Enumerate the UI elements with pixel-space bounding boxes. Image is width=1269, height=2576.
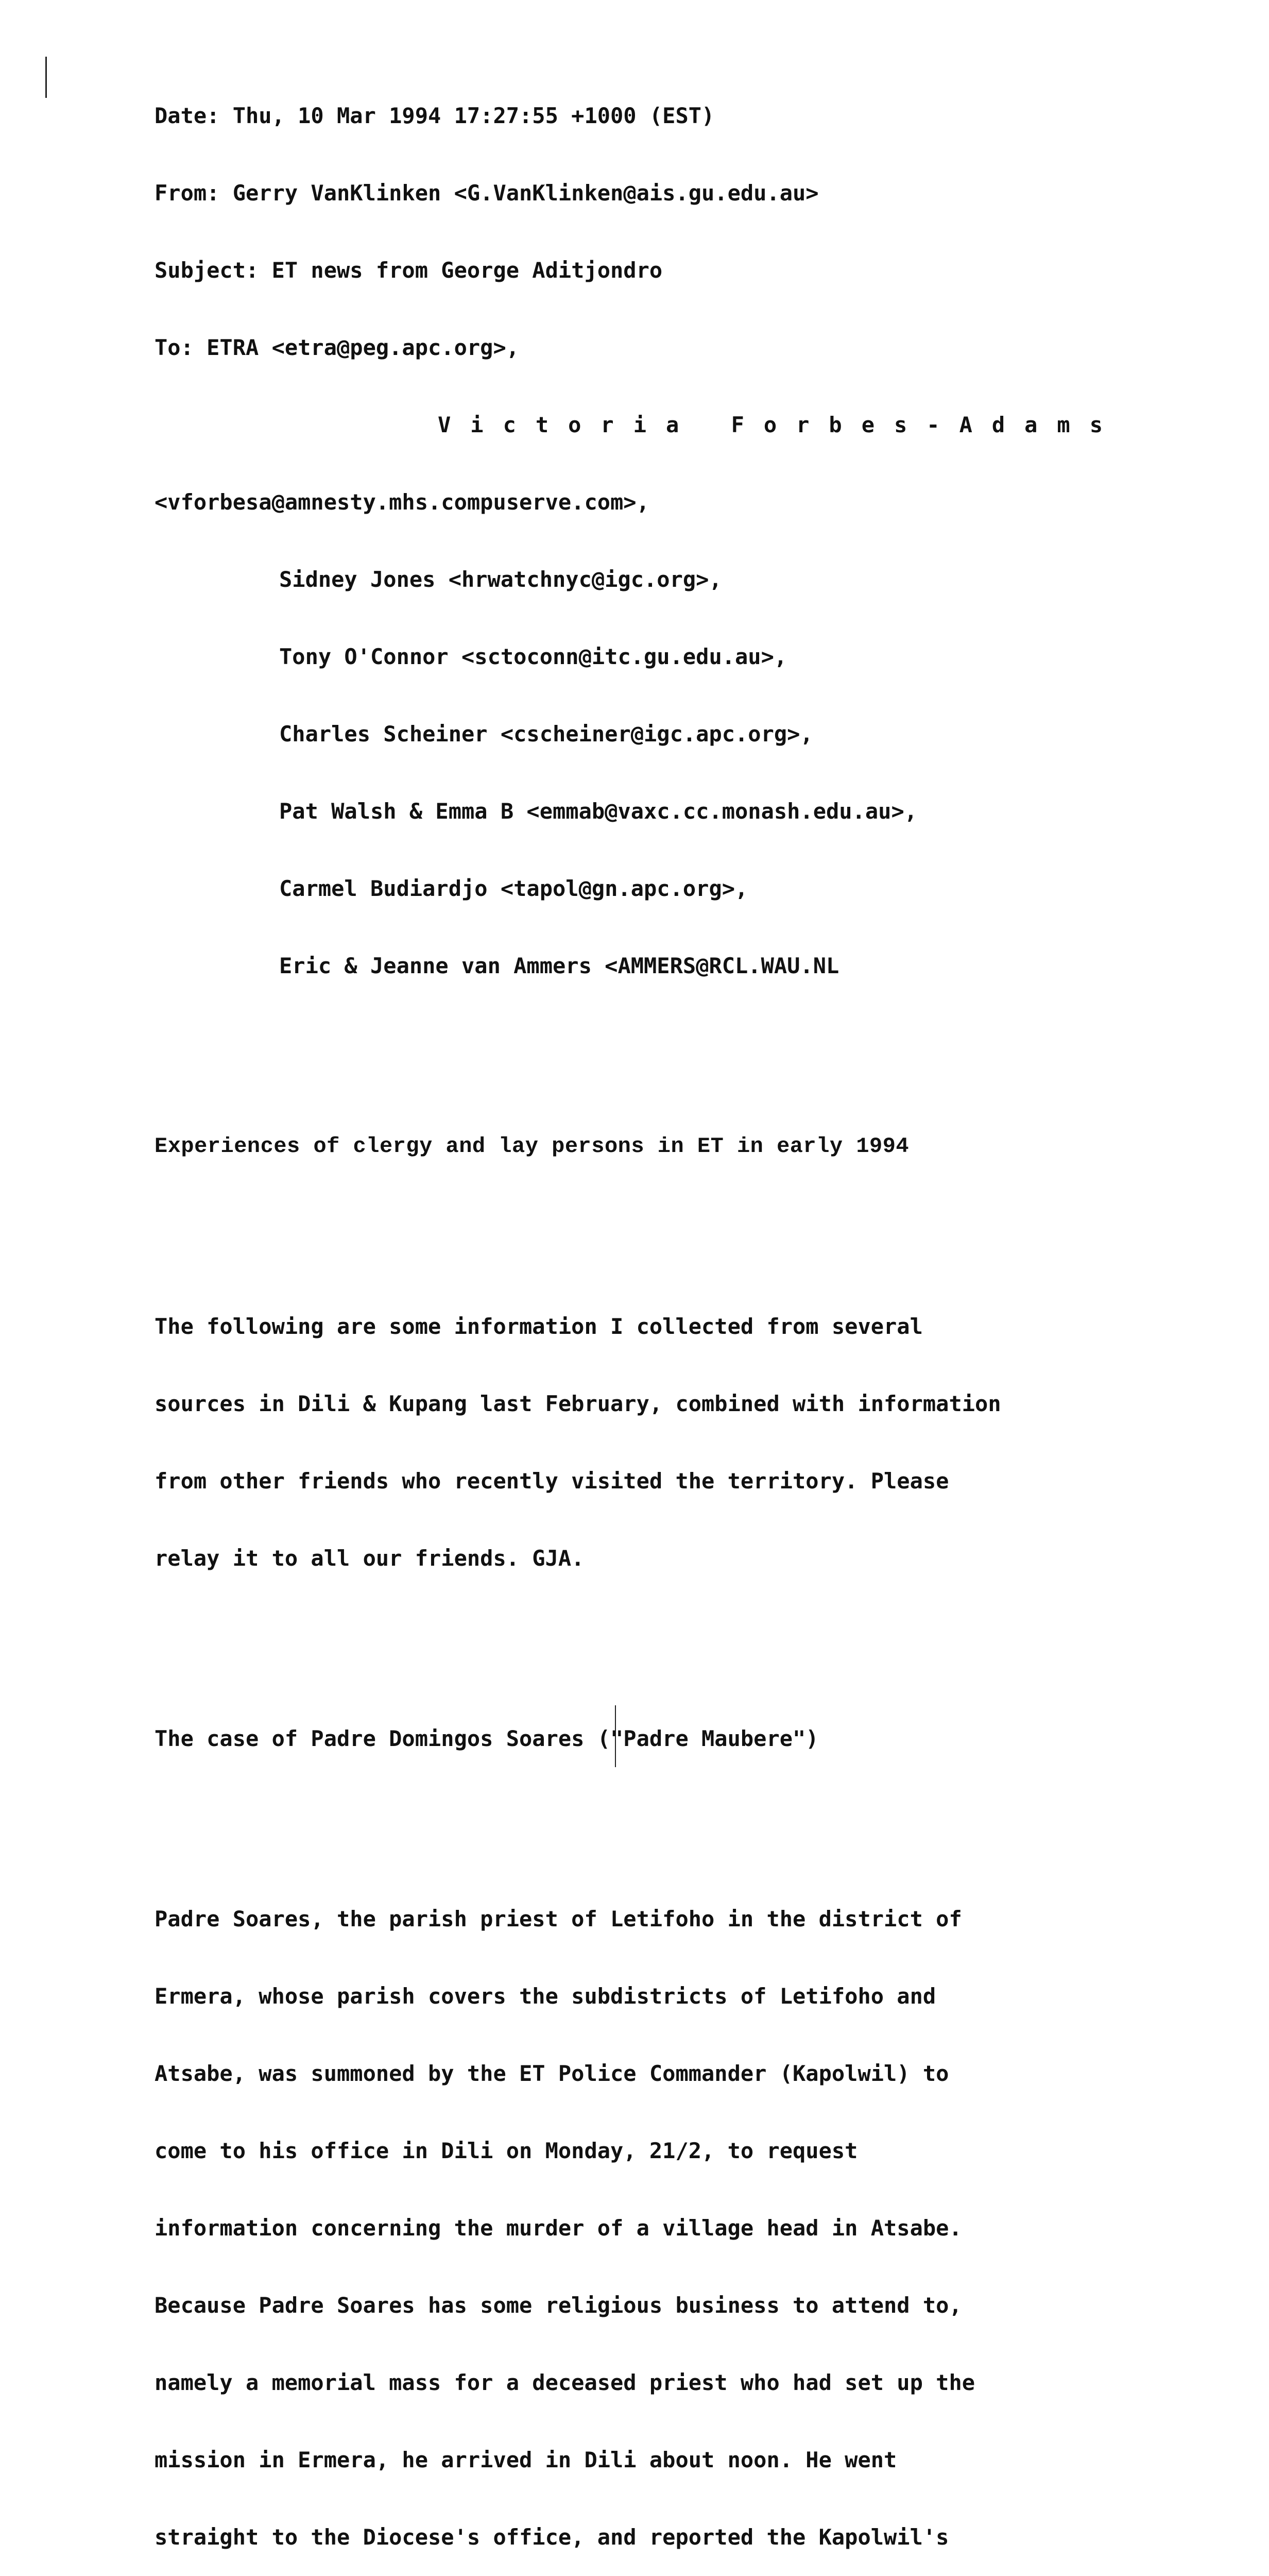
recipient-line: Eric & Jeanne van Ammers <AMMERS@RCL.WAU.NL bbox=[279, 953, 839, 978]
recipient-name-spaced: Victoria Forbes-Adams bbox=[438, 412, 1123, 437]
header-subject: Subject: ET news from George Aditjondro bbox=[155, 258, 663, 283]
email-document bbox=[155, 52, 1185, 2576]
intro-line: The following are some information I collected from several bbox=[155, 1314, 923, 1339]
body-line: come to his office in Dili on Monday, 21/2, to request bbox=[155, 2138, 858, 2163]
body-line: Padre Soares, the parish priest of Letifoho in the district of bbox=[155, 1906, 962, 1931]
spacer bbox=[155, 1211, 1185, 1236]
intro-line: sources in Dili & Kupang last February, combined with information bbox=[155, 1391, 1001, 1416]
recipient-line: Carmel Budiardjo <tapol@gn.apc.org>, bbox=[279, 876, 748, 901]
recipient-line: Pat Walsh & Emma B <emmab@vaxc.cc.monash.edu.au>, bbox=[279, 799, 918, 824]
body-line: straight to the Diocese's office, and reported the Kapolwil's bbox=[155, 2524, 949, 2550]
recipient-email: <vforbesa@amnesty.mhs.compuserve.com>, bbox=[155, 489, 649, 515]
header-to: To: ETRA <etra@peg.apc.org>, bbox=[155, 335, 520, 360]
spacer bbox=[155, 1803, 1185, 1829]
body-line: information concerning the murder of a village head in Atsabe. bbox=[155, 2215, 962, 2241]
spacer bbox=[155, 1056, 1185, 1082]
spacer bbox=[155, 1649, 1185, 1674]
body-line: namely a memorial mass for a deceased priest who had set up the bbox=[155, 2370, 975, 2395]
recipient-line: Sidney Jones <hrwatchnyc@igc.org>, bbox=[279, 567, 722, 592]
scan-mark-left bbox=[45, 57, 47, 98]
recipient-line: Charles Scheiner <cscheiner@igc.apc.org>, bbox=[279, 721, 813, 747]
body-line: Atsabe, was summoned by the ET Police Commander (Kapolwil) to bbox=[155, 2061, 949, 2086]
body-line: Because Padre Soares has some religious business to attend to, bbox=[155, 2293, 962, 2318]
intro-line: from other friends who recently visited the territory. Please bbox=[155, 1468, 949, 1494]
document-title: Experiences of clergy and lay persons in ET in early 1994 bbox=[155, 1134, 910, 1159]
intro-line: relay it to all our friends. GJA. bbox=[155, 1546, 585, 1571]
body-line: mission in Ermera, he arrived in Dili about noon. He went bbox=[155, 2447, 897, 2472]
header-from: From: Gerry VanKlinken <G.VanKlinken@ais.gu.edu.au> bbox=[155, 180, 819, 206]
section-title: The case of Padre Domingos Soares ("Padre Maubere") bbox=[155, 1726, 819, 1751]
header-date: Date: Thu, 10 Mar 1994 17:27:55 +1000 (EST) bbox=[155, 103, 715, 128]
body-line: Ermera, whose parish covers the subdistricts of Letifoho and bbox=[155, 1984, 936, 2009]
recipient-line: Tony O'Connor <sctoconn@itc.gu.edu.au>, bbox=[279, 644, 787, 669]
